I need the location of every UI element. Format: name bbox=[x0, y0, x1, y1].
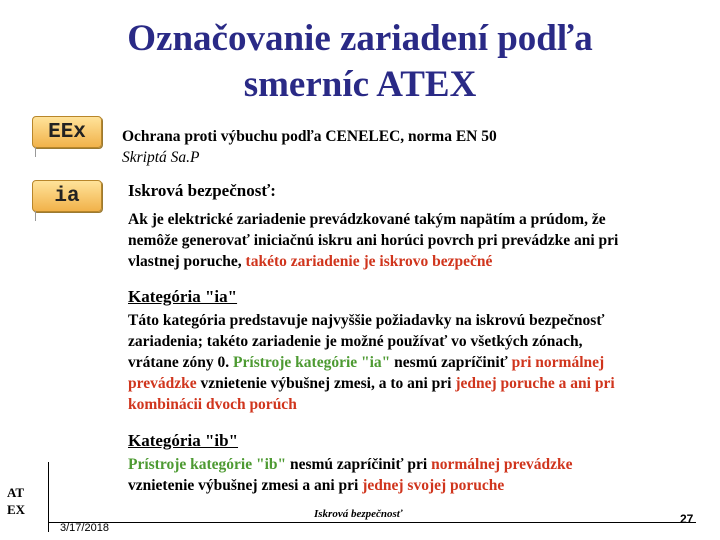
footer-date: 3/17/2018 bbox=[60, 522, 109, 534]
eex-badge: EEx bbox=[32, 116, 102, 148]
atex-label bbox=[7, 484, 25, 518]
page-title bbox=[0, 16, 720, 108]
ib-line-2 bbox=[128, 475, 504, 496]
footer-horizontal-divider bbox=[48, 522, 696, 523]
ib-line-1 bbox=[128, 454, 572, 475]
ib-heading bbox=[128, 430, 238, 452]
atex-label-line-1: AT bbox=[7, 485, 25, 500]
ia-line-4-b: vznietenie výbušnej zmesi, a to ani pri bbox=[196, 375, 456, 392]
footer-title: Iskrová bezpečnosť bbox=[314, 508, 403, 520]
iskrova-line-3-b: takéto zariadenie je iskrovo bezpečné bbox=[245, 253, 493, 270]
ia-heading bbox=[128, 286, 237, 308]
iskrova-heading: Iskrová bezpečnosť: bbox=[128, 181, 276, 200]
ia-line-3-d: pri normálnej bbox=[511, 354, 605, 371]
ib-line-2-a: vznietenie výbušnej zmesi a ani pri bbox=[128, 477, 363, 494]
ia-line-2: zariadenia; takéto zariadenie je možné používať vo všetkých zónach, bbox=[128, 333, 583, 350]
protection-text: Ochrana proti výbuchu podľa CENELEC, norma EN 50 bbox=[122, 128, 497, 145]
title-line-2: smerníc ATEX bbox=[243, 64, 477, 105]
ib-line-1-c: normálnej prevádzke bbox=[431, 456, 573, 473]
ia-line-1: Táto kategória predstavuje najvyššie požiadavky na iskrovú bezpečnosť bbox=[128, 312, 605, 329]
ia-line-4-c: jednej poruche a ani pri bbox=[455, 375, 615, 392]
ib-line-1-b: nesmú zapríčiniť pri bbox=[286, 456, 432, 473]
iskrova-line-3 bbox=[128, 251, 492, 272]
ia-line-3 bbox=[128, 352, 604, 373]
iskrova-line-3-a: vlastnej poruche, bbox=[128, 253, 246, 270]
ia-line-4-a: prevádzke bbox=[128, 375, 197, 392]
atex-label-line-2: EX bbox=[7, 502, 26, 517]
iskrova-line-2: nemôže generovať iniciačnú iskru ani horúci povrch pri prevádzke ani pri bbox=[128, 232, 619, 249]
ia-line-4 bbox=[128, 373, 615, 394]
iskrova-line-1: Ak je elektrické zariadenie prevádzkované takým napätím a prúdom, že bbox=[128, 211, 606, 228]
title-line-1: Označovanie zariadení podľa bbox=[127, 18, 593, 59]
ib-heading-text: Kategória "ib" bbox=[128, 431, 239, 450]
ia-line-3-b: Prístroje kategórie "ia" bbox=[233, 354, 391, 371]
ia-line-3-a: vrátane zóny 0. bbox=[128, 354, 234, 371]
source-text: Skriptá Sa.P bbox=[122, 149, 200, 166]
page-number: 27 bbox=[680, 512, 694, 526]
ia-badge: ia bbox=[32, 180, 102, 212]
ia-line-3-c: nesmú zapríčiniť bbox=[390, 354, 512, 371]
ib-line-2-b: jednej svojej poruche bbox=[362, 477, 505, 494]
ia-line-5: kombinácii dvoch porúch bbox=[128, 396, 297, 413]
ia-heading-text: Kategória "ia" bbox=[128, 287, 238, 306]
ib-line-1-a: Prístroje kategórie "ib" bbox=[128, 456, 287, 473]
